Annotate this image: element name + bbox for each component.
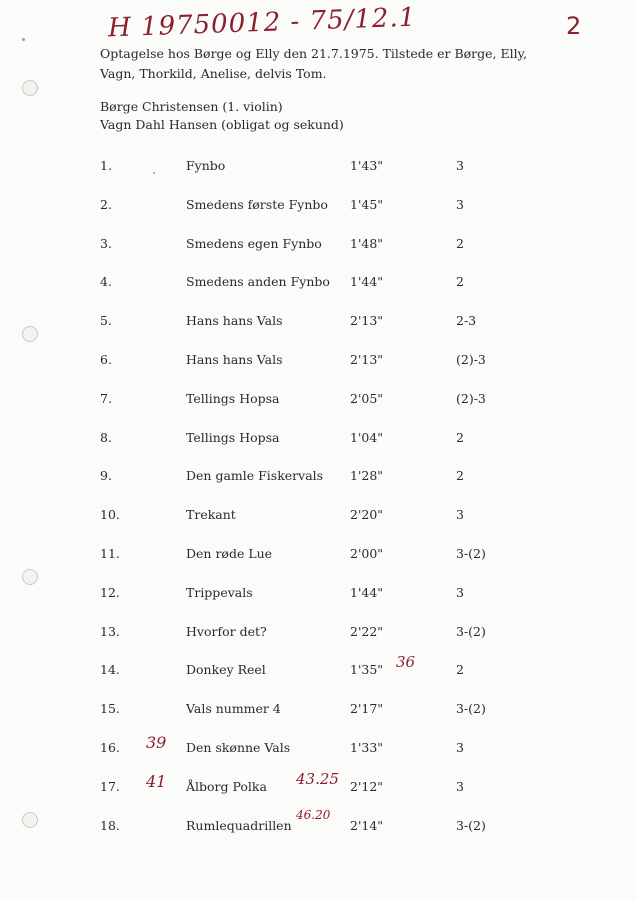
track-title: Tellings Hopsa bbox=[186, 430, 280, 445]
handwritten-counter: 39 bbox=[146, 733, 167, 752]
track-duration: 2'05" bbox=[350, 391, 384, 406]
track-rating: 3 bbox=[456, 585, 464, 600]
track-row bbox=[0, 391, 637, 411]
track-number: 16. bbox=[100, 740, 120, 755]
track-number: 9. bbox=[100, 468, 112, 483]
track-title: Donkey Reel bbox=[186, 662, 266, 677]
track-rating: (2)-3 bbox=[456, 352, 486, 367]
track-duration: 2'13" bbox=[350, 313, 384, 328]
track-title: Fynbo bbox=[186, 158, 226, 173]
track-duration: 1'35" bbox=[350, 662, 384, 677]
track-rating: 3 bbox=[456, 158, 464, 173]
track-duration: 1'33" bbox=[350, 740, 384, 755]
track-title: Rumlequadrillen bbox=[186, 818, 292, 833]
track-rating: 2 bbox=[456, 468, 464, 483]
track-row bbox=[0, 197, 637, 217]
handwritten-time: 36 bbox=[396, 653, 416, 671]
page-number: 2 bbox=[566, 12, 582, 40]
track-duration: 1'48" bbox=[350, 236, 384, 251]
track-title: Ålborg Polka bbox=[186, 779, 267, 794]
track-row bbox=[0, 624, 637, 644]
track-number: 8. bbox=[100, 430, 112, 445]
track-rating: 3 bbox=[456, 197, 464, 212]
musicians-list bbox=[100, 98, 344, 134]
intro-line: Optagelse hos Børge og Elly den 21.7.1975. Tilstede er Børge, Elly, bbox=[100, 46, 527, 61]
track-row bbox=[0, 468, 637, 488]
track-row bbox=[0, 158, 637, 178]
track-number: 11. bbox=[100, 546, 120, 561]
track-number: 17. bbox=[100, 779, 120, 794]
track-duration: 1'28" bbox=[350, 468, 384, 483]
track-number: 7. bbox=[100, 391, 112, 406]
track-number: 4. bbox=[100, 274, 112, 289]
track-duration: 2'17" bbox=[350, 701, 384, 716]
musician: Vagn Dahl Hansen (obligat og sekund) bbox=[100, 117, 344, 132]
punch-hole bbox=[22, 80, 38, 96]
track-row bbox=[0, 236, 637, 256]
track-rating: 3-(2) bbox=[456, 546, 486, 561]
recording-intro bbox=[100, 44, 580, 84]
track-duration: 1'43" bbox=[350, 158, 384, 173]
track-number: 14. bbox=[100, 662, 120, 677]
track-row bbox=[0, 701, 637, 721]
track-duration: 2'13" bbox=[350, 352, 384, 367]
intro-line: Vagn, Thorkild, Anelise, delvis Tom. bbox=[100, 66, 327, 81]
track-duration: 1'44" bbox=[350, 585, 384, 600]
track-duration: 2'14" bbox=[350, 818, 384, 833]
track-number: 5. bbox=[100, 313, 112, 328]
track-title: Den røde Lue bbox=[186, 546, 273, 561]
track-duration: 1'04" bbox=[350, 430, 384, 445]
speck bbox=[22, 38, 25, 41]
track-duration: 2'00" bbox=[350, 546, 384, 561]
track-title: Tellings Hopsa bbox=[186, 391, 280, 406]
track-row bbox=[0, 430, 637, 450]
track-number: 1. bbox=[100, 158, 112, 173]
track-number: 3. bbox=[100, 236, 112, 251]
track-title: Trekant bbox=[186, 507, 236, 522]
track-title: Hans hans Vals bbox=[186, 352, 283, 367]
archive-id: H 19750012 - 75/12.1 bbox=[107, 2, 417, 44]
track-number: 15. bbox=[100, 701, 120, 716]
track-title: Hans hans Vals bbox=[186, 313, 283, 328]
track-duration: 2'20" bbox=[350, 507, 384, 522]
track-title: Trippevals bbox=[186, 585, 253, 600]
track-title: Smedens anden Fynbo bbox=[186, 274, 330, 289]
track-row bbox=[0, 274, 637, 294]
track-rating: 3-(2) bbox=[456, 818, 486, 833]
track-number: 6. bbox=[100, 352, 112, 367]
track-rating: 3-(2) bbox=[456, 624, 486, 639]
track-duration: 2'12" bbox=[350, 779, 384, 794]
track-rating: 2 bbox=[456, 274, 464, 289]
track-rating: 3 bbox=[456, 507, 464, 522]
track-duration: 1'44" bbox=[350, 274, 384, 289]
track-title: Vals nummer 4 bbox=[186, 701, 281, 716]
track-rating: 3-(2) bbox=[456, 701, 486, 716]
track-number: 10. bbox=[100, 507, 120, 522]
handwritten-time: 43.25 bbox=[296, 770, 339, 788]
track-title: Smedens egen Fynbo bbox=[186, 236, 322, 251]
track-duration: 1'45" bbox=[350, 197, 384, 212]
track-row bbox=[0, 662, 637, 682]
track-row bbox=[0, 585, 637, 605]
track-row bbox=[0, 546, 637, 566]
track-row bbox=[0, 313, 637, 333]
track-duration: 2'22" bbox=[350, 624, 384, 639]
track-rating: 2 bbox=[456, 662, 464, 677]
track-rating: 2 bbox=[456, 430, 464, 445]
track-number: 13. bbox=[100, 624, 120, 639]
handwritten-time: 46.20 bbox=[296, 808, 331, 822]
track-title: Smedens første Fynbo bbox=[186, 197, 328, 212]
track-rating: (2)-3 bbox=[456, 391, 486, 406]
punch-hole bbox=[22, 569, 38, 585]
track-title: Den skønne Vals bbox=[186, 740, 291, 755]
track-rating: 2 bbox=[456, 236, 464, 251]
track-rating: 2-3 bbox=[456, 313, 477, 328]
track-row bbox=[0, 352, 637, 372]
track-number: 18. bbox=[100, 818, 120, 833]
track-title: Den gamle Fiskervals bbox=[186, 468, 324, 483]
track-rating: 3 bbox=[456, 779, 464, 794]
track-number: 2. bbox=[100, 197, 112, 212]
track-row bbox=[0, 507, 637, 527]
handwritten-counter: 41 bbox=[146, 772, 167, 791]
track-rating: 3 bbox=[456, 740, 464, 755]
track-row bbox=[0, 740, 637, 760]
track-title: Hvorfor det? bbox=[186, 624, 267, 639]
musician: Børge Christensen (1. violin) bbox=[100, 99, 283, 114]
track-number: 12. bbox=[100, 585, 120, 600]
